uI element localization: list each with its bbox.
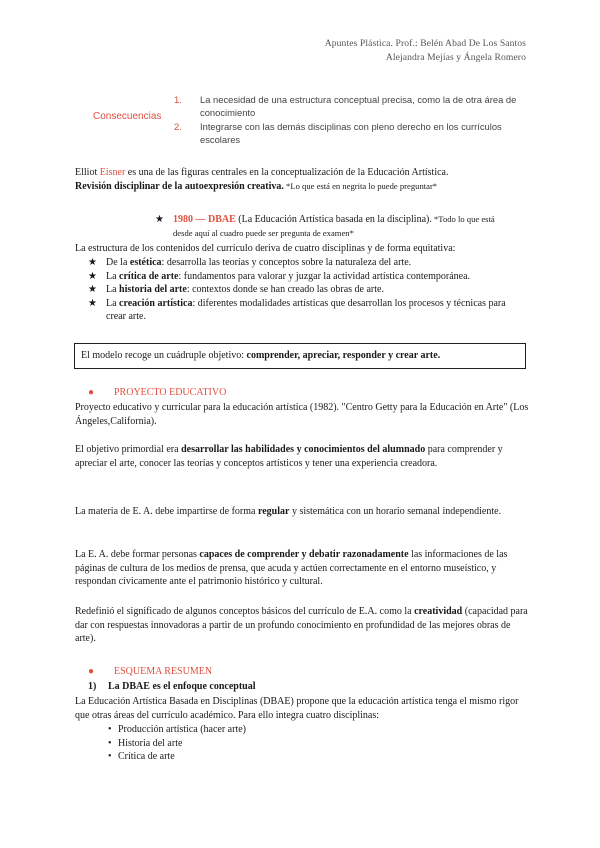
dbae-year: 1980 — DBAE bbox=[173, 214, 236, 225]
item-post: : contextos donde se han creado las obras de arte. bbox=[186, 284, 384, 296]
list-item-text: Crítica de arte bbox=[118, 751, 175, 763]
header-line-1: Apuntes Plástica. Prof.: Belén Abad De Los Santos bbox=[324, 38, 526, 49]
consecuencias-label: Consecuencias bbox=[93, 111, 162, 122]
proyecto-title: PROYECTO EDUCATIVO bbox=[114, 387, 227, 398]
p3-post: y sistemática con un horario semanal independiente. bbox=[289, 506, 502, 517]
item-bold: creación artística bbox=[119, 297, 193, 309]
p4-pre: La E. A. debe formar personas bbox=[75, 549, 200, 560]
star-icon: ★ bbox=[155, 214, 164, 225]
eisner-bold: Revisión disciplinar de la autoexpresión creativa. bbox=[75, 180, 284, 192]
item-pre: La bbox=[106, 297, 120, 309]
bullet-icon: ● bbox=[88, 387, 95, 398]
p5-post: (capacidad para dar con respuestas innovadoras a partir de un profundo conocimiento en profundidad de las mejores obras de arte). bbox=[75, 606, 528, 645]
p3-bold: regular bbox=[257, 506, 290, 517]
list-item-text: Producción artística (hacer arte) bbox=[118, 724, 246, 735]
p3-pre: La materia de E. A. debe impartirse de forma bbox=[75, 506, 258, 517]
item-text: Integrarse con las demás disciplinas con pleno derecho en los currículos escolares bbox=[200, 121, 502, 145]
item-post: : desarrolla las teorías y conceptos sobre la naturaleza del arte. bbox=[161, 257, 412, 268]
item-number: 1. bbox=[174, 94, 182, 105]
estructura-item bbox=[88, 256, 528, 270]
consecuencias-item bbox=[174, 121, 534, 146]
esquema-p1: La Educación Artística Basada en Disciplinas (DBAE) propone que la educación artística tenga el mismo rigor que otras áreas del currículo académico. Para ello integra cuatro disciplinas: bbox=[75, 696, 519, 721]
proyecto-heading bbox=[88, 386, 543, 400]
star-icon: ★ bbox=[88, 257, 97, 268]
item-bold: historia del arte bbox=[119, 284, 187, 296]
estructura-item bbox=[88, 270, 528, 284]
item-bold: estética bbox=[129, 257, 162, 268]
objective-box bbox=[74, 343, 526, 369]
star-icon: ★ bbox=[88, 284, 97, 296]
esquema-h1 bbox=[88, 680, 543, 694]
bullet-icon: • bbox=[108, 737, 112, 749]
estructura-item bbox=[88, 283, 528, 297]
estructura-list bbox=[88, 256, 528, 324]
p4-bold: capaces de comprender y debatir razonadamente bbox=[199, 549, 409, 560]
item-number: 2. bbox=[174, 121, 182, 132]
bullet-icon: • bbox=[108, 751, 112, 763]
estructura-intro: La estructura de los contenidos del currículo deriva de cuatro disciplinas y de forma equitativa: bbox=[75, 243, 456, 254]
eisner-note: *Lo que está en negrita lo puede preguntar* bbox=[283, 180, 438, 191]
h1-text: La DBAE es el enfoque conceptual bbox=[108, 681, 256, 692]
proyecto-p4 bbox=[75, 548, 530, 589]
box-bold: comprender, apreciar, responder y crear arte. bbox=[246, 350, 441, 361]
list-item bbox=[108, 750, 408, 764]
dbae-note-1: *Todo lo que está bbox=[431, 214, 495, 224]
dbae-desc: (La Educación Artística basada en la disciplina). bbox=[235, 214, 432, 225]
proyecto-p2 bbox=[75, 443, 530, 470]
eisner-pre: Elliot bbox=[75, 167, 100, 178]
estructura-item bbox=[88, 297, 528, 324]
list-item bbox=[108, 723, 408, 737]
consecuencias-item bbox=[174, 94, 534, 119]
list-item-text: Historia del arte bbox=[118, 737, 183, 749]
bullet-icon: • bbox=[108, 724, 112, 735]
eisner-post: es una de las figuras centrales en la conceptualización de la Educación Artística. bbox=[125, 167, 449, 178]
proyecto-p5 bbox=[75, 605, 530, 646]
item-post: : fundamentos para valorar y juzgar la actividad artística contemporánea. bbox=[178, 270, 471, 282]
proyecto-p3 bbox=[75, 505, 530, 519]
header-line-2: Alejandra Mejías y Ángela Romero bbox=[385, 52, 526, 63]
item-bold: crítica de arte bbox=[119, 270, 179, 282]
page-header bbox=[325, 37, 526, 65]
p5-pre: Redefinió el significado de algunos conceptos básicos del currículo de E.A. como la bbox=[75, 606, 415, 617]
p2-post: para comprender y apreciar el arte, conocer las teorías y conceptos artísticos y tener una experiencia creadora. bbox=[75, 444, 503, 469]
p2-pre: El objetivo primordial era bbox=[75, 444, 182, 455]
eisner-name: Eisner bbox=[99, 167, 126, 178]
p2-bold: desarrollar las habilidades y conocimientos del alumnado bbox=[181, 444, 426, 455]
item-pre: La bbox=[106, 284, 120, 296]
proyecto-p1: Proyecto educativo y curricular para la educación artística (1982). "Centro Getty para la Educación en Arte" (Los Ángeles,California). bbox=[75, 402, 529, 427]
esquema-heading bbox=[88, 665, 543, 679]
item-pre: La bbox=[106, 270, 120, 282]
item-pre: De la bbox=[106, 257, 130, 268]
esquema-sublist bbox=[108, 723, 408, 764]
box-pre: El modelo recoge un cuádruple objetivo: bbox=[81, 350, 247, 361]
consecuencias-list bbox=[174, 94, 534, 148]
h1-number: 1) bbox=[88, 681, 97, 692]
star-icon: ★ bbox=[88, 297, 97, 309]
list-item bbox=[108, 737, 408, 751]
p4-post: las informaciones de las páginas de cultura de los medios de prensa, que acuda y actúen correctamente en el entorno museístico, y respondan cívicamente ante el patrimonio histórico y cultural. bbox=[75, 549, 508, 588]
esquema-title: ESQUEMA RESUMEN bbox=[114, 666, 213, 677]
item-post: : diferentes modalidades artísticas que desarrollan los procesos y técnicas para crear arte. bbox=[106, 297, 506, 323]
bullet-icon: ● bbox=[88, 666, 95, 677]
dbae-line bbox=[155, 213, 535, 240]
eisner-paragraph bbox=[75, 166, 530, 193]
item-text: La necesidad de una estructura conceptual precisa, como la de otra área de conocimiento bbox=[200, 94, 517, 118]
p5-bold: creatividad bbox=[414, 606, 463, 617]
star-icon: ★ bbox=[88, 270, 97, 282]
dbae-note-2: desde aquí al cuadro puede ser pregunta de examen* bbox=[173, 227, 354, 238]
